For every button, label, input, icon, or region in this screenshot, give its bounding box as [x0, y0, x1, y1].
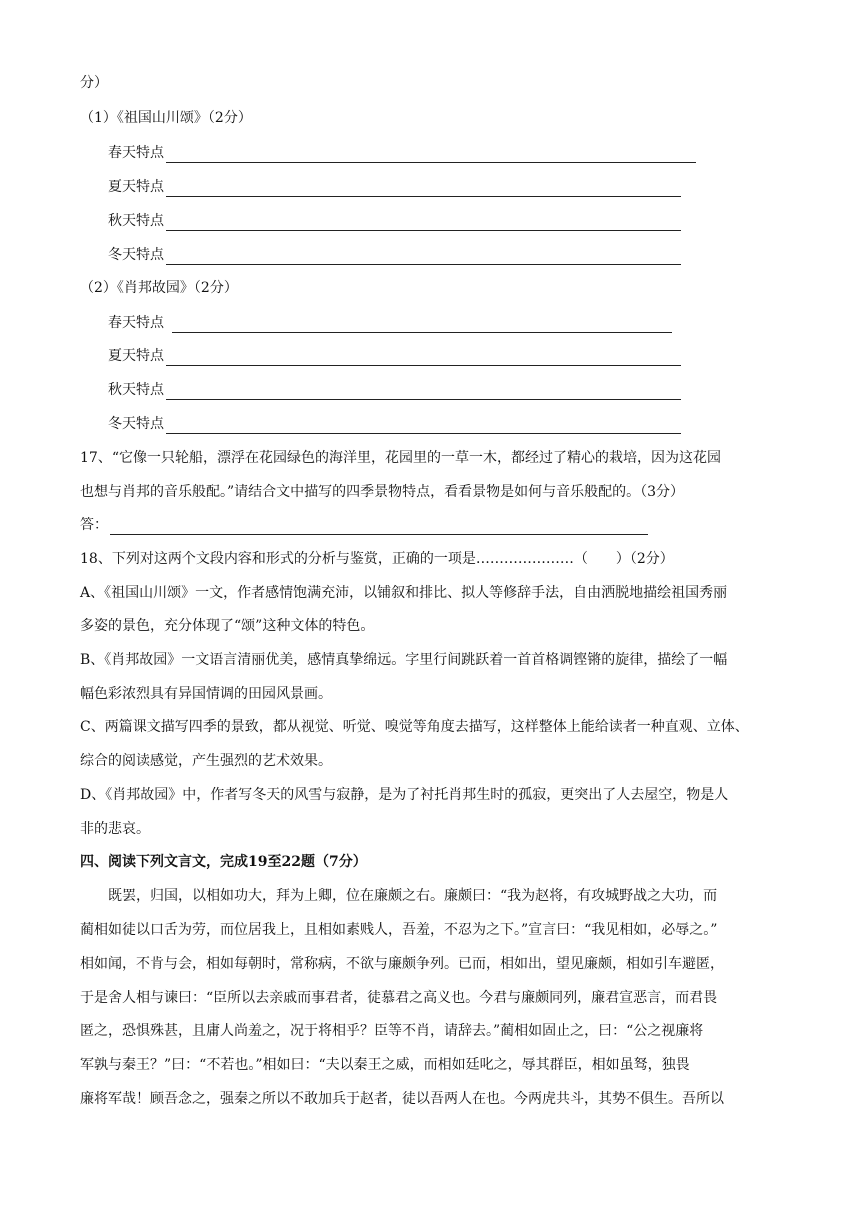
q16-item2-label: （2）《肖邦故园》（2分） [80, 280, 238, 296]
q16-item2-summer-row [108, 346, 681, 366]
q16-item2-spring-row [108, 313, 672, 333]
answer-blank-line[interactable] [166, 385, 681, 400]
season-label: 夏天特点 [108, 179, 164, 195]
passage-line-4: 于是舍人相与谏曰：“臣所以去亲戚而事君者，徒慕君之高义也。今君与廉颇同列，廉君宣恶言，而君畏 [80, 990, 718, 1006]
answer-blank-line[interactable] [166, 419, 681, 434]
passage-line-7: 廉将军哉！顾吾念之，强秦之所以不敢加兵于赵者，徒以吾两人在也。今两虎共斗，其势不俱生。吾所以 [80, 1091, 724, 1107]
answer-label: 答： [80, 517, 108, 533]
passage-line-1: 既罢，归国，以相如功大，拜为上卿，位在廉颇之右。廉颇曰：“我为赵将，有攻城野战之大功，而 [108, 888, 718, 904]
season-label: 秋天特点 [108, 382, 164, 398]
q18-stem: 18、下列对这两个文段内容和形式的分析与鉴赏，正确的一项是…………………（ ）（2分） [80, 551, 674, 567]
answer-blank-line[interactable] [166, 250, 681, 265]
answer-blank-line[interactable] [166, 182, 681, 197]
q16-item2-winter-row [108, 414, 681, 434]
answer-blank-line[interactable] [166, 148, 696, 163]
section-4-heading: 四、阅读下列文言文，完成19至22题（7分） [80, 854, 367, 870]
season-label: 秋天特点 [108, 213, 164, 229]
answer-blank-line[interactable] [172, 318, 672, 333]
answer-blank-line[interactable] [166, 351, 681, 366]
q18-option-b-line-1: B、《肖邦故园》一文语言清丽优美，感情真挚绵远。字里行间跳跃着一首首格调铿锵的旋律，描绘了一幅 [80, 652, 728, 668]
passage-line-6: 军孰与秦王？”曰：“不若也。”相如曰：“夫以秦王之威，而相如廷叱之，辱其群臣，相如虽驽，独畏 [80, 1057, 690, 1073]
passage-line-2: 蔺相如徒以口舌为劳，而位居我上，且相如素贱人，吾羞，不忍为之下。”宣言曰：“我见相如，必辱之。” [80, 922, 718, 938]
q17-line-1: 17、“它像一只轮船，漂浮在花园绿色的海洋里，花园里的一草一木，都经过了精心的栽培，因为这花园 [80, 450, 721, 466]
season-label: 春天特点 [108, 315, 164, 331]
season-label: 冬天特点 [108, 416, 164, 432]
q16-item2-autumn-row [108, 380, 681, 400]
q16-item1-summer-row [108, 177, 681, 197]
q16-item1-winter-row [108, 245, 681, 265]
answer-blank-line[interactable] [110, 520, 648, 535]
q18-option-d-line-2: 非的悲哀。 [80, 821, 150, 837]
season-label: 冬天特点 [108, 247, 164, 263]
header-tail: 分） [80, 75, 108, 91]
q17-answer-row [80, 515, 648, 535]
q18-option-c-line-1: C、两篇课文描写四季的景致，都从视觉、听觉、嗅觉等角度去描写，这样整体上能给读者一种直观、立体、 [80, 719, 749, 735]
season-label: 夏天特点 [108, 348, 164, 364]
q16-item1-label: （1）《祖国山川颂》（2分） [80, 110, 252, 126]
season-label: 春天特点 [108, 145, 164, 161]
q16-item1-autumn-row [108, 211, 681, 231]
q18-option-b-line-2: 幅色彩浓烈具有异国情调的田园风景画。 [80, 686, 332, 702]
q16-item1-spring-row [108, 143, 696, 163]
q18-option-c-line-2: 综合的阅读感觉，产生强烈的艺术效果。 [80, 753, 332, 769]
q18-option-a-line-2: 多姿的景色，充分体现了“颂”这种文体的特色。 [80, 618, 375, 634]
answer-blank-line[interactable] [166, 216, 681, 231]
q18-option-d-line-1: D、《肖邦故园》中，作者写冬天的风雪与寂静，是为了衬托肖邦生时的孤寂，更突出了人去屋空，物是人 [80, 787, 729, 803]
q17-line-2: 也想与肖邦的音乐般配。”请结合文中描写的四季景物特点，看看景物是如何与音乐般配的。（3分） [80, 484, 685, 500]
q18-option-a-line-1: A、《祖国山川颂》一文，作者感情饱满充沛，以铺叙和排比、拟人等修辞手法，自由洒脱地描绘祖国秀丽 [80, 585, 728, 601]
passage-line-5: 匿之，恐惧殊甚，且庸人尚羞之，况于将相乎？臣等不肖，请辞去。”蔺相如固止之，曰：“公之视廉将 [80, 1023, 704, 1039]
passage-line-3: 相如闻，不肯与会，相如每朝时，常称病，不欲与廉颇争列。已而，相如出，望见廉颇，相如引车避匿， [80, 956, 724, 972]
